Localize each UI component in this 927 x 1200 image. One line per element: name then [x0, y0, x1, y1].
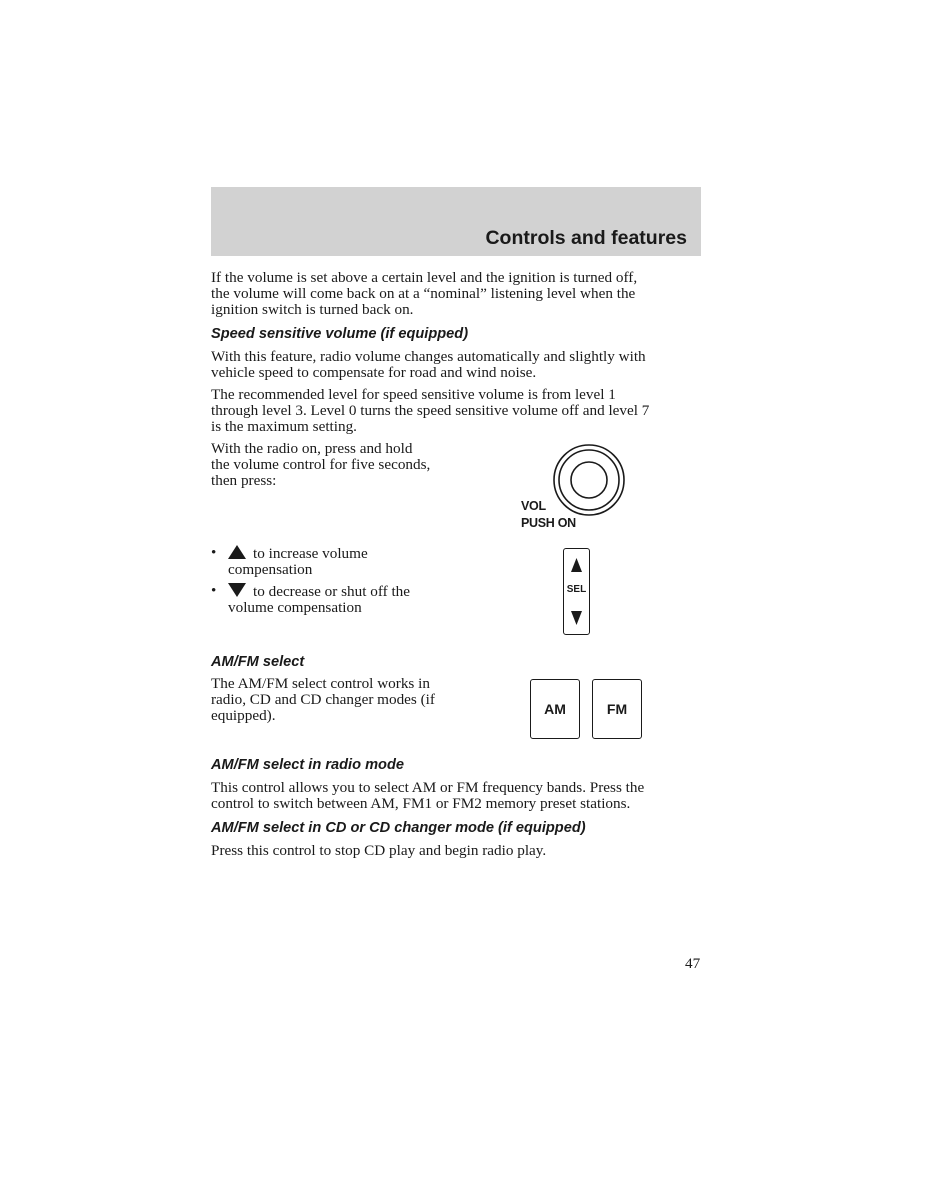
bullet-text — [228, 545, 468, 578]
amfm-radio-mode-heading: AM/FM select in radio mode — [211, 757, 404, 773]
paragraph-line: equipped). — [211, 707, 276, 724]
fm-button-illustration — [592, 679, 642, 739]
speed-sensitive-paragraph-3 — [211, 441, 430, 489]
amfm-cd-mode-paragraph — [211, 843, 546, 859]
push-on-label: PUSH ON — [521, 516, 576, 530]
paragraph-line: This control allows you to select AM or FM frequency bands. Press the — [211, 779, 645, 796]
section-title: Controls and features — [485, 227, 687, 249]
speed-sensitive-paragraph-1 — [211, 349, 646, 381]
down-arrow-icon — [228, 583, 246, 597]
bullet-line: compensation — [228, 561, 313, 578]
speed-sensitive-paragraph-2 — [211, 387, 649, 435]
volume-knob-illustration — [552, 443, 626, 522]
paragraph-line: is the maximum setting. — [211, 418, 357, 435]
volume-knob-icon — [552, 443, 626, 517]
paragraph-line: The recommended level for speed sensitive volume is from level 1 — [211, 386, 616, 403]
page-number: 47 — [685, 955, 701, 972]
intro-line: ignition switch is turned back on. — [211, 301, 414, 318]
down-arrow-icon — [571, 611, 582, 625]
vol-label: VOL — [521, 499, 546, 513]
paragraph-line: then press: — [211, 472, 277, 489]
paragraph-line: The AM/FM select control works in — [211, 675, 430, 692]
paragraph-line: vehicle speed to compensate for road and wind noise. — [211, 364, 537, 381]
up-arrow-icon — [228, 545, 246, 559]
paragraph-line: control to switch between AM, FM1 or FM2 memory preset stations. — [211, 795, 631, 812]
paragraph-line: With this feature, radio volume changes automatically and slightly with — [211, 348, 646, 365]
bullet-text — [228, 583, 468, 616]
sel-label: SEL — [566, 584, 587, 595]
am-button-illustration — [530, 679, 580, 739]
bullet-line: to decrease or shut off the — [253, 583, 411, 600]
paragraph-line: through level 3. Level 0 turns the speed sensitive volume off and level 7 — [211, 402, 650, 419]
bullet-dot: • — [211, 544, 217, 561]
intro-line: the volume will come back on at a “nominal” listening level when the — [211, 285, 636, 302]
paragraph-line: the volume control for five seconds, — [211, 456, 431, 473]
intro-line: If the volume is set above a certain level and the ignition is turned off, — [211, 269, 638, 286]
section-header-band — [211, 187, 701, 256]
paragraph-line: Press this control to stop CD play and begin radio play. — [211, 842, 547, 859]
bullet-line: to increase volume — [253, 545, 368, 562]
amfm-select-heading: AM/FM select — [211, 654, 305, 670]
sel-rocker-illustration — [563, 548, 590, 635]
paragraph-line: With the radio on, press and hold — [211, 440, 413, 457]
bullet-line: volume compensation — [228, 599, 362, 616]
up-arrow-icon — [571, 558, 582, 572]
amfm-radio-mode-paragraph — [211, 780, 644, 812]
speed-sensitive-heading: Speed sensitive volume (if equipped) — [211, 326, 469, 342]
fm-label: FM — [606, 701, 628, 717]
bullet-dot: • — [211, 582, 217, 599]
amfm-select-paragraph — [211, 676, 435, 724]
amfm-cd-mode-heading: AM/FM select in CD or CD changer mode (if equipped) — [211, 820, 586, 836]
am-label: AM — [544, 701, 566, 717]
paragraph-line: radio, CD and CD changer modes (if — [211, 691, 435, 708]
intro-paragraph — [211, 270, 637, 318]
